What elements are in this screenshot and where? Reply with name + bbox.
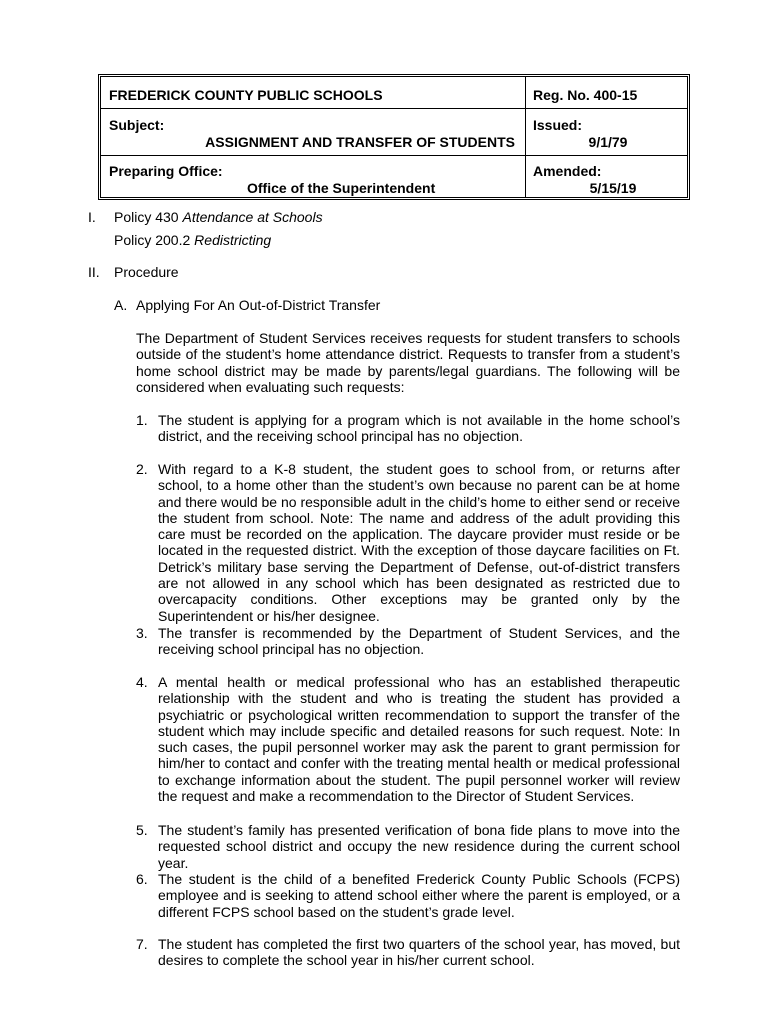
list-item: A mental health or medical professional who has an established therapeutic relationship with the student and who is treating the student has provided a psychiatric or psychological written recommendation to support the transfer of the student which may include specific and detailed reasons for such request. Note: In such cases, the pupil personnel worker may ask the parent to grant permission for him/her to contact and confer with the treating mental health or medical professional to exchange information about the student. The pupil personnel worker will review the request and make a recommendation to the Director of Student Services. [158,674,680,805]
header-row-divider-2 [101,155,687,156]
subsection-a-intro: The Department of Student Services receives requests for student transfers to schools outside of the student’s home attendance district. Requests to transfer from a student’s home school district may be made by parents/legal guardians. The following will be considered when evaluating such requests: [136,330,680,395]
list-item: The student is the child of a benefited Frederick County Public Schools (FCPS) employee and is seeking to attend school either where the parent is employed, or a different FCPS school based on the student’s grade level. [158,871,680,920]
subject-value: ASSIGNMENT AND TRANSFER OF STUDENTS [205,134,515,150]
list-item-number: 4. [136,674,148,690]
preparing-office-value: Office of the Superintendent [247,180,436,196]
subsection-a-label: A. [114,297,128,313]
regulation-header-table [98,74,690,200]
policy-reference-1 [114,209,323,226]
list-item: The transfer is recommended by the Department of Student Services, and the receiving school principal has no objection. [158,625,680,658]
organization-name: FREDERICK COUNTY PUBLIC SCHOOLS [109,87,383,103]
policy-reference-2-number: Policy 200.2 [114,232,195,248]
list-item: The student’s family has presented verification of bona fide plans to move into the requested school district and occupy the new residence during the current school year. [158,822,680,871]
list-item: With regard to a K-8 student, the student goes to school from, or returns after school, to a home other than the student’s own because no parent can be at home and there would be no responsible adult in the child’s home to either send or receive the student from school. Note: The name and address of the adult providing this care must be recorded on the application. The daycare provider must reside or be located in the requested district. With the exception of those daycare facilities on Ft. Detrick’s military base serving the Department of Defense, out-of-district transfers are not allowed in any school which has been designated as restricted due to overcapacity conditions. Other exceptions may be granted only by the Superintendent or his/her designee. [158,461,680,624]
subsection-a-title: Applying For An Out-of-District Transfer [136,297,381,313]
regulation-number: Reg. No. 400-15 [533,87,638,103]
list-item-number: 2. [136,461,148,477]
list-item-number: 3. [136,625,148,641]
issued-label: Issued: [533,117,583,133]
section-2-title: Procedure [114,264,179,280]
issued-date: 9/1/79 [588,134,628,150]
list-item-number: 5. [136,822,148,838]
list-item: The student has completed the first two quarters of the school year, has moved, but desires to complete the school year in his/her current school. [158,936,680,969]
header-row-divider-1 [101,108,687,109]
list-item-number: 1. [136,412,148,428]
amended-date: 5/15/19 [589,180,637,196]
policy-reference-2 [114,232,271,249]
list-item-number: 7. [136,936,148,952]
section-2-numeral: II. [88,264,100,280]
section-1-numeral: I. [88,209,96,225]
preparing-office-label: Preparing Office: [109,163,223,179]
amended-label: Amended: [533,163,602,179]
policy-reference-1-title: Attendance at Schools [182,209,323,225]
policy-reference-2-title: Redistricting [194,232,272,248]
list-item-number: 6. [136,871,148,887]
policy-reference-1-number: Policy 430 [114,209,183,225]
header-column-divider [525,77,526,197]
list-item: The student is applying for a program which is not available in the home school’s district, and the receiving school principal has no objection. [158,412,680,445]
subject-label: Subject: [109,117,165,133]
